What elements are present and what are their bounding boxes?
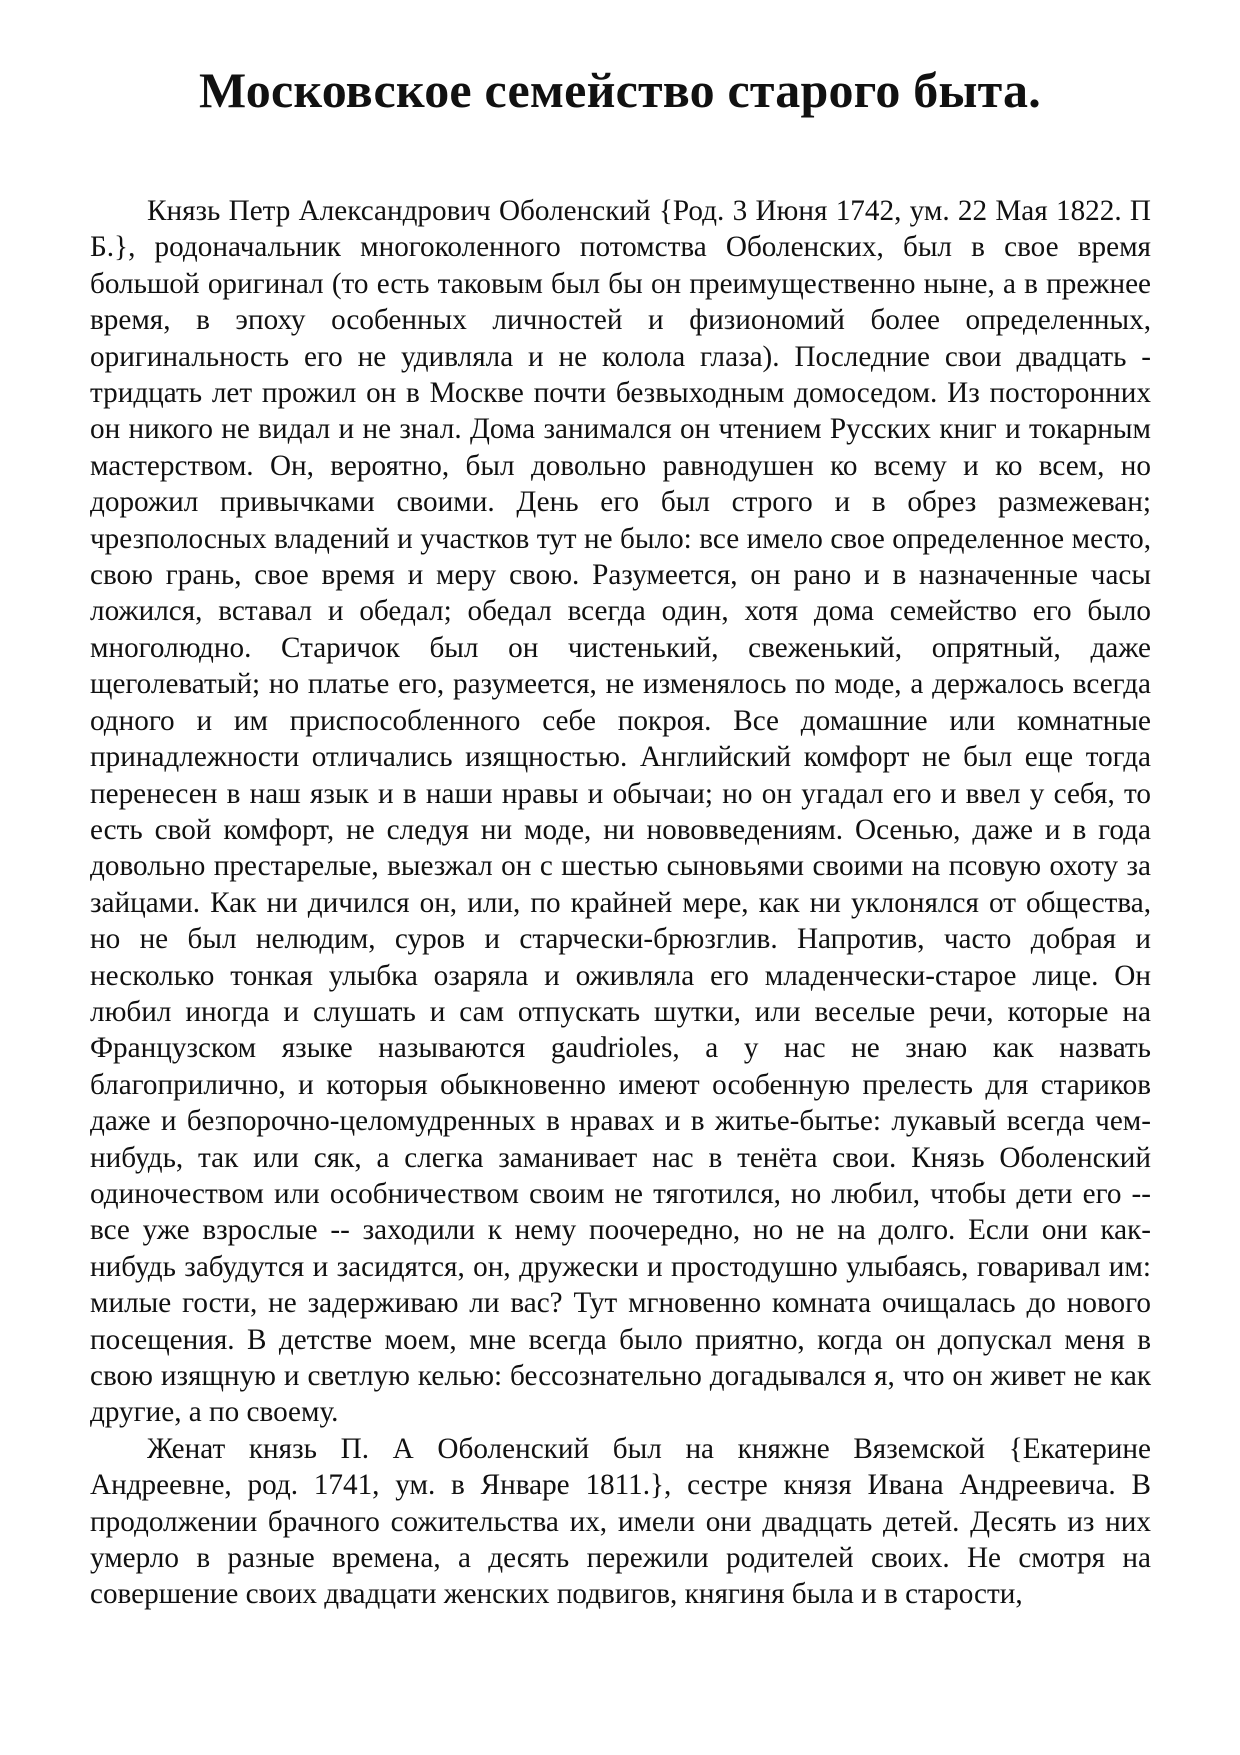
document-body (90, 193, 1151, 1613)
paragraph-2: Женат князь П. А Оболенский был на княжне Вяземской {Екатерине Андреевне, род. 1741, ум. в Январе 1811.}, сестре князя Ивана Андреевича. В продолжении брачного сожительства их, имели они двадцать детей. Десять из них умерло в разные времена, а десять пережили родителей своих. Не смотря на совершение своих двадцати женских подвигов, княгиня была и в старости, (90, 1432, 1151, 1611)
paragraph-1: Князь Петр Александрович Оболенский {Род. 3 Июня 1742, ум. 22 Мая 1822. П Б.}, родоначальник многоколенного потомства Оболенских, был в свое время большой оригинал (то есть таковым был бы он преимущественно ныне, а в прежнее время, в эпоху особенных личностей и физиономий более определенных, оригинальность его не удивляла и не колола глаза). Последние свои двадцать - тридцать лет прожил он в Москве почти безвыходным домоседом. Из посторонних он никого не видал и не знал. Дома занимался он чтением Русских книг и токарным мастерством. Он, вероятно, был довольно равнодушен ко всему и ко всем, но дорожил привычками своими. День его был строго и в обрез размежеван; чрезполосных владений и участков тут не было: все имело свое определенное место, свою грань, свое время и меру свою. Разумеется, он рано и в назначенные часы ложился, вставал и обедал; обедал всегда один, хотя дома семейство его было многолюдно. Старичок был он чистенький, свеженький, опрятный, даже щеголеватый; но платье его, разумеется, не изменялось по моде, а держалось всегда одного и им приспособленного себе покроя. Все домашние или комнатные принадлежности отличались изящностью. Английский комфорт не был еще тогда перенесен в наш язык и в наши нравы и обычаи; но он угадал его и ввел у себя, то есть свой комфорт, не следуя ни моде, ни нововведениям. Осенью, даже и в года довольно престарелые, выезжал он с шестью сыновьями своими на псовую охоту за зайцами. Как ни дичился он, или, по крайней мере, как ни уклонялся от общества, но не был нелюдим, суров и старчески-брюзглив. Напротив, часто добрая и несколько тонкая улыбка озаряла и оживляла его младенчески-старое лице. Он любил иногда и слушать и сам отпускать шутки, или веселые речи, которые на Французском языке называются gaudrioles, а у нас не знаю как назвать благоприлично, и которыя обыкновенно имеют особенную прелесть для стариков даже и безпорочно-целомудренных в нравах и в житье-бытье: лукавый всегда чем-нибудь, так или сяк, а слегка заманивает нас в тенёта свои. Князь Оболенский одиночеством или особничеством своим не тяготился, но любил, чтобы дети его -- все уже взрослые -- заходили к нему поочередно, но не на долго. Если они как-нибудь забудутся и засидятся, он, дружески и простодушно улыбаясь, говаривал им: милые гости, не задерживаю ли вас? Тут мгновенно комната очищалась до нового посещения. В детстве моем, мне всегда было приятно, когда он допускал меня в свою изящную и светлую келью: бессознательно догадывался я, что он живет не как другие, а по своему. (90, 195, 1151, 1429)
document-title: Московское семейство старого быта. (199, 62, 1041, 118)
